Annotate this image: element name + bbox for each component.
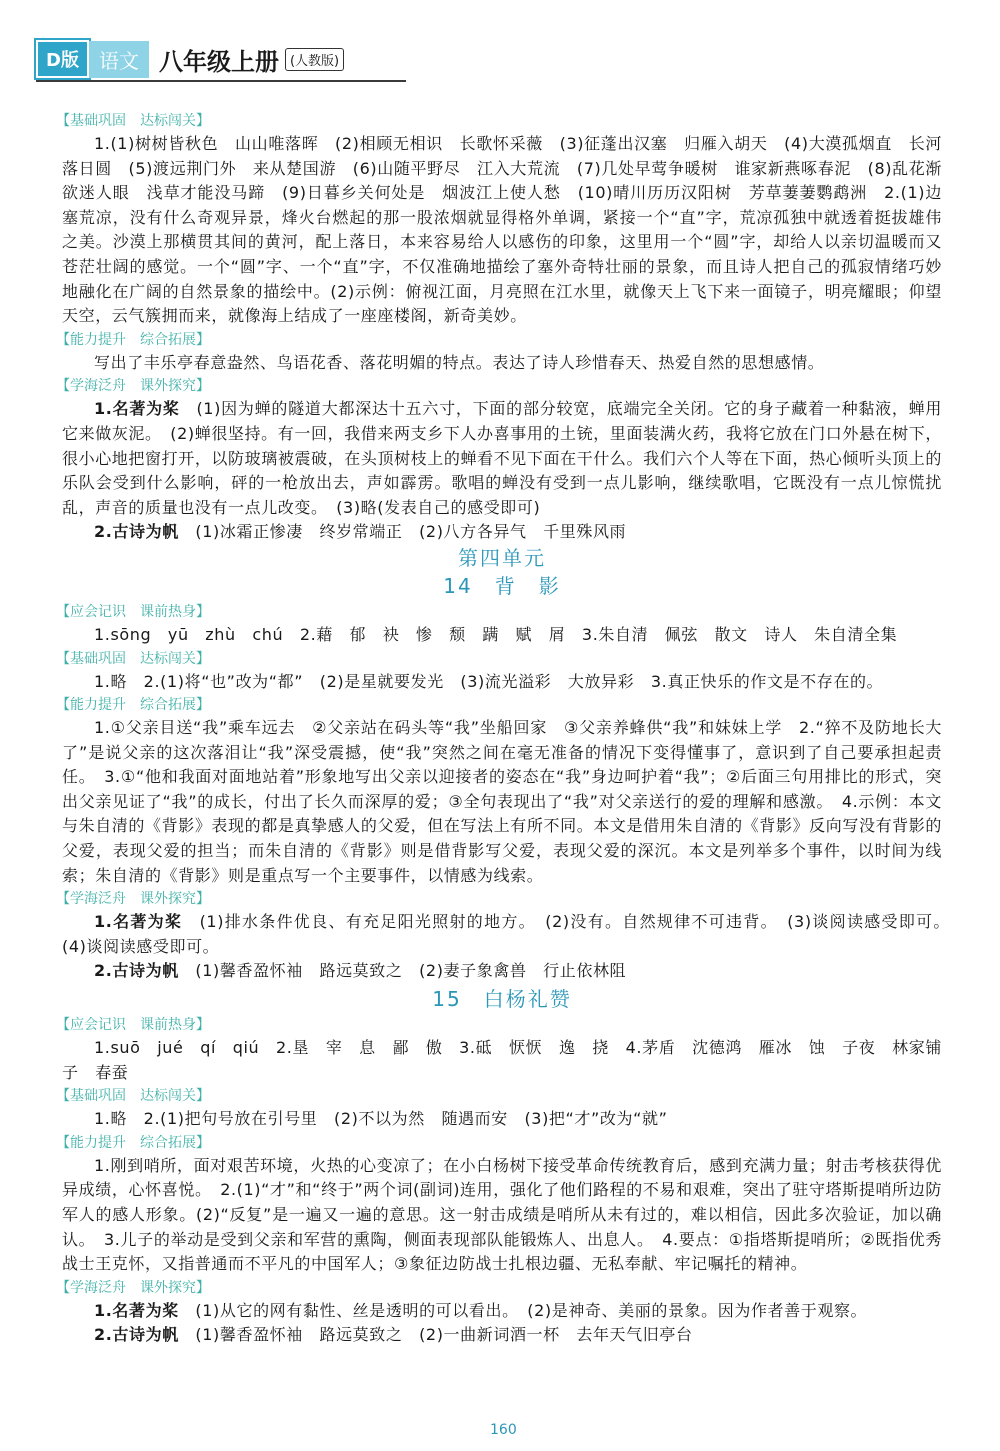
answer-paragraph: 1.刚到哨所，面对艰苦环境，火热的心变凉了；在小白杨树下接受革命传统教育后，感到充满力量；射击考核获得优异成绩，心怀喜悦。 2.(1)“才”和“终于”两个词(副词)连用，强化了他们路程的不易和艰难，突出了驻守塔斯提哨所边防军人的感人形象。(2)“反复”是一遍又一遍的意思。这一射击成绩是哨所从未有过的，难以相信，因此多次验证，加以确认。 3.儿子的举动是受到父亲和军营的熏陶，侧面表现部队能锻炼人、出息人。 4.要点：①指塔斯提哨所；②既指优秀战士王克怀，又指普通而不平凡的中国军人；③象征边防战士扎根边疆、无私奉献、牢记嘱托的精神。	[62, 1155, 942, 1274]
answer-paragraph	[62, 959, 942, 984]
answer-paragraph	[62, 520, 942, 545]
item-label: 2.古诗为帆	[94, 522, 179, 542]
page-header	[36, 40, 344, 78]
page-number: 160	[490, 1422, 517, 1438]
section-heading: 【基础巩固 达标闯关】	[56, 113, 210, 129]
unit-title: 第四单元	[458, 545, 546, 570]
book-version: (人教版)	[285, 48, 344, 71]
answer-paragraph	[62, 1323, 942, 1348]
section-heading: 【能力提升 综合拓展】	[56, 331, 210, 348]
edition-badge: D版	[36, 40, 89, 78]
answer-text: (1)因为蝉的隧道大都深达十五六寸，下面的部分较宽，底端完全关闭。它的身子藏着一种黏液，蝉用它来做灰泥。 (2)蝉很坚持。有一回，我借来两支乡下人办喜事用的土铳，里面装满火药，我将它放在门口外悬在树下，很小心地把窗打开，以防玻璃被震破，在头顶树枝上的蝉看不见下面在干什么。我们六个人等在下面，热心倾听头顶上的乐队会受到什么影响，砰的一枪放出去，声如霹雳。歌唱的蝉没有受到一点儿影响，继续歌唱，它既没有一点儿惊慌扰乱，声音的质量也没有一点儿改变。 (3)略(发表自己的感受即可)	[62, 399, 943, 517]
answer-paragraph: 1.(1)树树皆秋色 山山唯落晖 (2)相顾无相识 长歌怀采薇 (3)征蓬出汉塞 归雁入胡天 (4)大漠孤烟直 长河落日圆 (5)渡远荆门外 来从楚国游 (6)山随平野尽 江入大荒流 (7)几处早莺争暖树 谁家新燕啄春泥 (8)乱花渐欲迷人眼 浅草才能没马蹄 (9)日暮乡关何处是 烟波江上使人愁 (10)晴川历历汉阳树 芳草萋萋鹦鹉洲 2.(1)边塞荒凉，没有什么奇观异景，烽火台燃起的那一股浓烟就显得格外单调，紧接一个“直”字，荒凉孤独中就透着挺拔雄伟之美。沙漠上那横贯其间的黄河，配上落日，本来容易给人以感伤的印象，这里用一个“圆”字，却给人以亲切温暖而又苍茫壮阔的感觉。一个“圆”字、一个“直”字，不仅准确地描绘了塞外奇特壮丽的景象，而且诗人把自己的孤寂情绪巧妙地融化在广阔的自然景象的描绘中。(2)示例：俯视江面，月亮照在江水里，就像天上飞下来一面镜子，明亮耀眼；仰望天空，云气簇拥而来，就像海上结成了一座座楼阁，新奇美妙。	[62, 134, 942, 326]
section-heading: 【应会记识 课前热身】	[56, 1017, 210, 1034]
item-label: 1.名著为桨	[94, 1300, 179, 1320]
lesson-title: 15 白杨礼赞	[432, 987, 572, 1012]
section-heading: 【学海泛舟 课外探究】	[56, 1279, 210, 1296]
answer-paragraph: 1.①父亲目送“我”乘车远去 ②父亲站在码头等“我”坐船回家 ③父亲养蜂供“我”和妹妹上学 2.“猝不及防地长大了”是说父亲的这次落泪让“我”深受震撼，使“我”突然之间在毫无准备的情况下变得懂事了，意识到了自己要承担起责任。 3.①“他和我面对面地站着”形象地写出父亲以迎接者的姿态在“我”身边呵护着“我”；②后面三句用排比的形式，突出父亲见证了“我”的成长，付出了长久而深厚的爱；③全句表现出了“我”对父亲送行的爱的理解和感激。 4.示例：本文与朱自清的《背影》表现的都是真挚感人的父爱，但在写法上有所不同。本文是借用朱自清的《背影》反向写没有背影的父爱，表现父爱的担当；而朱自清的《背影》则是借背影写父爱，表现父爱的深沉。本文是列举多个事件，以时间为线索；朱自清的《背影》则是重点写一个主要事件，以情感为线索。	[62, 718, 942, 885]
answer-text: (1)馨香盈怀袖 路远莫致之 (2)一曲新词酒一杯 去年天气旧亭台	[195, 1325, 693, 1345]
section-heading: 【应会记识 课前热身】	[56, 603, 210, 620]
item-label: 2.古诗为帆	[94, 1325, 179, 1345]
answer-text: (1)冰霜正惨凄 终岁常端正 (2)八方各异气 千里殊风雨	[195, 522, 627, 542]
answer-text: (1)从它的网有黏性、丝是透明的可以看出。 (2)是神奇、美丽的景象。因为作者善于观察。	[195, 1300, 868, 1320]
answer-paragraph: 1.略 2.(1)将“也”改为“都” (2)是星就要发光 (3)流光溢彩 大放异彩 3.真正快乐的作文是不存在的。	[94, 671, 884, 691]
answer-content	[56, 110, 959, 1348]
item-label: 2.古诗为帆	[94, 961, 179, 981]
section-heading: 【能力提升 综合拓展】	[56, 1134, 210, 1151]
section-heading: 【基础巩固 达标闯关】	[56, 1088, 210, 1105]
section-heading: 【学海泛舟 课外探究】	[56, 378, 210, 395]
answer-paragraph: 1.略 2.(1)把句号放在引号里 (2)不以为然 随遇而安 (3)把“才”改为“就”	[94, 1109, 668, 1129]
header-divider	[36, 80, 406, 82]
answer-text: (1)馨香盈怀袖 路远莫致之 (2)妻子象禽兽 行止依林阻	[195, 961, 627, 981]
answer-paragraph: 写出了丰乐亭春意盎然、鸟语花香、落花明媚的特点。表达了诗人珍惜春天、热爱自然的思想感情。	[94, 352, 825, 372]
answer-paragraph: 1.sōng yū zhù chú 2.藉 郁 袂 惨 颓 蹒 赋 屑 3.朱自清 佩弦 散文 诗人 朱自清全集	[94, 624, 898, 644]
book-title: 八年级上册	[158, 46, 279, 76]
section-heading: 【能力提升 综合拓展】	[56, 697, 210, 714]
answer-paragraph	[62, 910, 959, 959]
lesson-title: 14 背 影	[443, 573, 561, 598]
answer-paragraph	[62, 397, 942, 520]
item-label: 1.名著为桨	[94, 399, 180, 419]
answer-text: (1)排水条件优良、有充足阳光照射的地方。 (2)没有。自然规律不可违背。 (3)谈阅读感受即可。 (4)谈阅读感受即可。	[62, 912, 959, 956]
subject-badge: 语文	[89, 41, 149, 78]
section-heading: 【基础巩固 达标闯关】	[56, 650, 210, 667]
section-heading: 【学海泛舟 课外探究】	[56, 891, 210, 908]
answer-paragraph	[62, 1299, 942, 1324]
answer-paragraph: 1.suō jué qí qiú 2.垦 宰 息 鄙 傲 3.砥 恹恹 逸 挠 4.茅盾 沈德鸿 雁冰 蚀 子夜 林家铺子 春蚕	[62, 1038, 942, 1082]
item-label: 1.名著为桨	[94, 912, 183, 932]
